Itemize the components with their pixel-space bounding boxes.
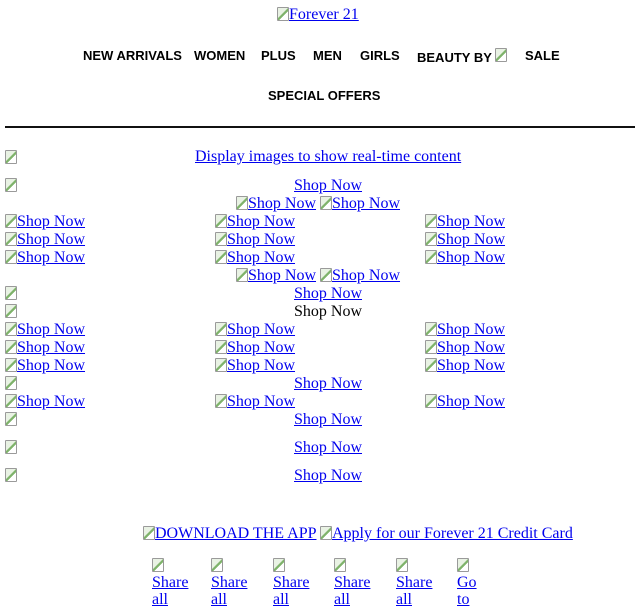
broken-image-icon [5, 340, 17, 354]
broken-image-icon [215, 232, 227, 246]
credit-card-link[interactable] [320, 525, 573, 543]
broken-image-icon [236, 196, 248, 210]
shop-now-image-link[interactable] [425, 339, 505, 357]
shop-now-image-link[interactable] [5, 357, 85, 375]
broken-image-icon [457, 558, 469, 572]
share-alt-2: all [152, 591, 168, 608]
shop-now-image-link[interactable] [215, 213, 295, 231]
shop-now-image-link[interactable] [5, 213, 85, 231]
divider-rule [5, 126, 635, 128]
shop-now-link[interactable]: Shop Now [294, 467, 363, 484]
broken-image-icon [425, 358, 437, 372]
shop-now-alt: Shop Now [437, 213, 506, 230]
nav-beauty-label: BEAUTY BY [417, 50, 492, 65]
shop-now-link[interactable]: Shop Now [294, 177, 363, 194]
shop-now-alt: Shop Now [437, 231, 506, 248]
broken-image-icon [425, 322, 437, 336]
shop-now-alt: Shop Now [17, 249, 86, 266]
credit-card-alt: Apply for our Forever 21 Credit Card [332, 525, 573, 542]
broken-image-icon [5, 304, 17, 318]
broken-image-icon [5, 358, 17, 372]
broken-image-icon [5, 394, 17, 408]
shop-now-alt: Shop Now [437, 249, 506, 266]
nav-new-arrivals[interactable]: NEW ARRIVALS [83, 48, 182, 63]
shop-now-image-link[interactable] [215, 231, 295, 249]
shop-now-image-link[interactable] [425, 249, 505, 267]
broken-image-icon [5, 250, 17, 264]
share-alt: Share [334, 574, 371, 591]
shop-now-alt: Shop Now [437, 357, 506, 374]
shop-now-alt: Shop Now [248, 267, 317, 284]
shop-now-alt: Shop Now [227, 249, 296, 266]
share-button[interactable] [152, 557, 189, 608]
share-alt: Share [273, 574, 310, 591]
broken-image-icon [425, 250, 437, 264]
broken-image-icon [215, 358, 227, 372]
shop-now-image-link[interactable] [425, 393, 505, 411]
shop-now-text: Shop Now [294, 303, 363, 320]
logo-link[interactable] [277, 6, 359, 24]
broken-image-icon [425, 214, 437, 228]
shop-now-alt: Shop Now [248, 195, 317, 212]
logo-alt-text: Forever 21 [289, 6, 359, 23]
broken-image-icon [5, 286, 17, 300]
broken-image-icon [236, 268, 248, 282]
shop-now-image-link[interactable] [320, 195, 400, 213]
broken-image-icon [425, 340, 437, 354]
broken-image-icon [5, 214, 17, 228]
download-app-alt: DOWNLOAD THE APP [155, 525, 317, 542]
shop-now-alt: Shop Now [17, 393, 86, 410]
go-alt-2: to [457, 591, 470, 608]
nav-special-offers[interactable]: SPECIAL OFFERS [268, 88, 381, 103]
shop-now-alt: Shop Now [227, 339, 296, 356]
shop-now-image-link[interactable] [425, 213, 505, 231]
broken-image-icon [277, 7, 289, 21]
nav-girls[interactable]: GIRLS [360, 48, 400, 63]
broken-image-icon [5, 150, 17, 164]
nav-sale[interactable]: SALE [525, 48, 560, 63]
shop-now-alt: Shop Now [437, 339, 506, 356]
shop-now-alt: Shop Now [227, 321, 296, 338]
shop-now-image-link[interactable] [5, 321, 85, 339]
shop-now-alt: Shop Now [437, 393, 506, 410]
shop-now-alt: Shop Now [17, 321, 86, 338]
shop-now-alt: Shop Now [17, 231, 86, 248]
nav-plus[interactable]: PLUS [261, 48, 296, 63]
share-alt: Share [211, 574, 248, 591]
broken-image-icon [152, 558, 164, 572]
broken-image-icon [5, 468, 17, 482]
go-to-button[interactable] [457, 557, 487, 608]
broken-image-icon [320, 526, 332, 540]
broken-image-icon [215, 214, 227, 228]
broken-image-icon [215, 394, 227, 408]
shop-now-alt: Shop Now [332, 195, 401, 212]
share-button[interactable] [334, 557, 371, 608]
broken-image-icon [215, 322, 227, 336]
broken-image-icon [211, 558, 223, 572]
shop-now-alt: Shop Now [227, 231, 296, 248]
shop-now-link[interactable]: Shop Now [294, 285, 363, 302]
shop-now-alt: Shop Now [17, 339, 86, 356]
shop-now-alt: Shop Now [332, 267, 401, 284]
broken-image-icon [143, 526, 155, 540]
shop-now-image-link[interactable] [5, 249, 85, 267]
shop-now-image-link[interactable] [215, 393, 295, 411]
share-alt: Share [152, 574, 189, 591]
broken-image-icon [425, 232, 437, 246]
shop-now-image-link[interactable] [425, 357, 505, 375]
share-button[interactable] [273, 557, 310, 608]
shop-now-alt: Shop Now [227, 357, 296, 374]
broken-image-icon [5, 322, 17, 336]
shop-now-image-link[interactable] [425, 321, 505, 339]
display-images-link[interactable]: Display images to show real-time content [195, 148, 462, 165]
shop-now-link[interactable]: Shop Now [294, 375, 363, 392]
go-alt: Go [457, 574, 477, 591]
nav-beauty-by[interactable] [417, 48, 507, 65]
broken-image-icon [425, 394, 437, 408]
broken-image-icon [334, 558, 346, 572]
shop-now-image-link[interactable] [320, 267, 400, 285]
shop-now-image-link[interactable] [5, 339, 85, 357]
share-button[interactable] [396, 557, 433, 608]
shop-now-image-link[interactable] [215, 321, 295, 339]
broken-image-icon [320, 268, 332, 282]
shop-now-image-link[interactable] [236, 267, 316, 285]
share-alt-2: all [396, 591, 412, 608]
share-alt-2: all [334, 591, 350, 608]
shop-now-image-link[interactable] [215, 339, 295, 357]
share-alt: Share [396, 574, 433, 591]
shop-now-alt: Shop Now [227, 393, 296, 410]
broken-image-icon [5, 232, 17, 246]
shop-now-alt: Shop Now [17, 357, 86, 374]
shop-now-image-link[interactable] [215, 249, 295, 267]
broken-image-icon [320, 196, 332, 210]
shop-now-alt: Shop Now [437, 321, 506, 338]
broken-image-icon [5, 440, 17, 454]
nav-men[interactable]: MEN [313, 48, 342, 63]
broken-image-icon [215, 340, 227, 354]
broken-image-icon [396, 558, 408, 572]
broken-image-icon [5, 376, 17, 390]
broken-image-icon [5, 412, 17, 426]
share-button[interactable] [211, 557, 248, 608]
broken-image-icon [5, 178, 17, 192]
shop-now-alt: Shop Now [227, 213, 296, 230]
shop-now-image-link[interactable] [425, 231, 505, 249]
shop-now-link[interactable]: Shop Now [294, 439, 363, 456]
beauty-logo-icon [495, 48, 507, 62]
broken-image-icon [273, 558, 285, 572]
share-alt-2: all [273, 591, 289, 608]
nav-women[interactable]: WOMEN [194, 48, 246, 63]
shop-now-image-link[interactable] [5, 231, 85, 249]
download-app-link[interactable] [143, 525, 316, 543]
share-alt-2: all [211, 591, 227, 608]
shop-now-alt: Shop Now [17, 213, 86, 230]
broken-image-icon [215, 250, 227, 264]
shop-now-link[interactable]: Shop Now [294, 411, 363, 428]
shop-now-image-link[interactable] [5, 393, 85, 411]
shop-now-image-link[interactable] [215, 357, 295, 375]
shop-now-image-link[interactable] [236, 195, 316, 213]
